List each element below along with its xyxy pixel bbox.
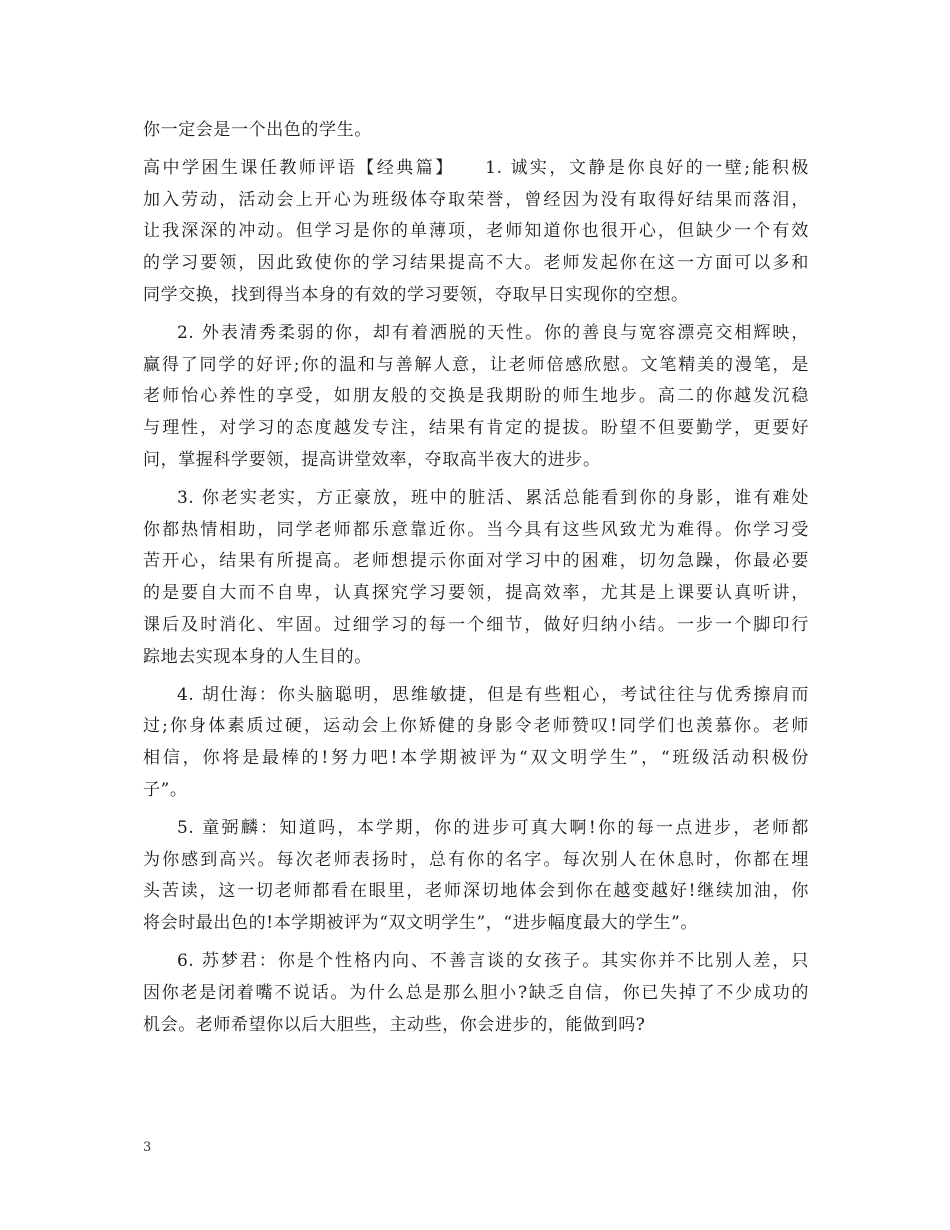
text-line: 同学交换，找到得当本身的有效的学习要领，夺取早日实现你的空想。: [143, 284, 689, 305]
text-line: 头苦读，这一切老师都看在眼里，老师深切地体会到你在越变越好!继续加油，你: [143, 881, 809, 902]
text-line: 课后及时消化、牢固。过细学习的每一个细节，做好归纳小结。一步一个脚印行: [143, 614, 809, 635]
text-line: 你一定会是一个出色的学生。: [143, 120, 372, 140]
text-line: 让我深深的冲动。但学习是你的单薄项，老师知道你也很开心，但缺少一个有效: [143, 221, 809, 242]
text-line: 你都热情相助，同学老师都乐意靠近你。当今具有这些风致尤为难得。你学习受: [143, 519, 809, 540]
text-line: 加入劳动，活动会上开心为班级体夺取荣誉，曾经因为没有取得好结果而落泪，: [143, 189, 809, 210]
text-line: 赢得了同学的好评;你的温和与善解人意，让老师倍感欣慰。文笔精美的漫笔，是: [143, 354, 809, 375]
text-line: 的是要自大而不自卑，认真探究学习要领，提高效率，尤其是上课要认真听讲，: [143, 583, 809, 604]
text-line: 老师怡心养性的享受，如朋友般的交换是我期盼的师生地步。高二的你越发沉稳: [143, 386, 809, 407]
text-line: 6. 苏梦君：你是个性格内向、不善言谈的女孩子。其实你并不比别人差，只: [177, 950, 809, 971]
text-line: 4. 胡仕海：你头脑聪明，思维敏捷，但是有些粗心，考试往往与优秀擦肩而: [177, 684, 809, 705]
paragraph-2: [143, 318, 809, 477]
text-line: 2. 外表清秀柔弱的你，却有着洒脱的天性。你的善良与宽容漂亮交相辉映，: [177, 322, 809, 343]
text-line: 过;你身体素质过硬，运动会上你矫健的身影令老师赞叹!同学们也羡慕你。老师: [143, 716, 809, 737]
text-line: 将会时最出色的!本学期被评为“双文明学生”，“进步幅度最大的学生”。: [143, 913, 698, 934]
text-line: 机会。老师希望你以后大胆些，主动些，你会进步的，能做到吗?: [143, 1014, 646, 1035]
text-line: 的学习要领，因此致使你的学习结果提高不大。老师发起你在这一方面可以多和: [143, 253, 809, 274]
document-body: [143, 115, 809, 1041]
text-line: 5. 童弼麟：知道吗，本学期，你的进步可真大啊!你的每一点进步，老师都: [177, 817, 809, 838]
text-line: 因你老是闭着嘴不说话。为什么总是那么胆小?缺乏自信，你已失掉了不少成功的: [143, 982, 809, 1003]
paragraph-1: [143, 153, 809, 312]
text-line: 为你感到高兴。每次老师表扬时，总有你的名字。每次别人在休息时，你都在埋: [143, 849, 809, 870]
paragraph-3: [143, 483, 809, 674]
text-line: 相信，你将是最棒的!努力吧!本学期被评为“双文明学生”，“班级活动积极份: [143, 748, 809, 769]
paragraph-5: [143, 813, 809, 940]
paragraph-4: [143, 680, 809, 807]
page-number: 3: [143, 1140, 152, 1155]
text-line: 高中学困生课任教师评语【经典篇】 1. 诚实，文静是你良好的一壁;能积极: [143, 157, 809, 178]
text-line: 踪地去实现本身的人生目的。: [143, 646, 372, 667]
paragraph-6: [143, 946, 809, 1041]
text-line: 苦开心，结果有所提高。老师想提示你面对学习中的困难，切勿急躁，你最必要: [143, 551, 809, 572]
text-line: 子”。: [143, 779, 188, 800]
text-line: 与理性，对学习的态度越发专注，结果有肯定的提拔。盼望不但要勤学，更要好: [143, 418, 809, 439]
paragraph-continuation: [143, 115, 809, 147]
text-line: 问，掌握科学要领，提高讲堂效率，夺取高半夜大的进步。: [143, 449, 601, 470]
text-line: 3. 你老实老实，方正豪放，班中的脏活、累活总能看到你的身影，谁有难处: [177, 487, 809, 508]
